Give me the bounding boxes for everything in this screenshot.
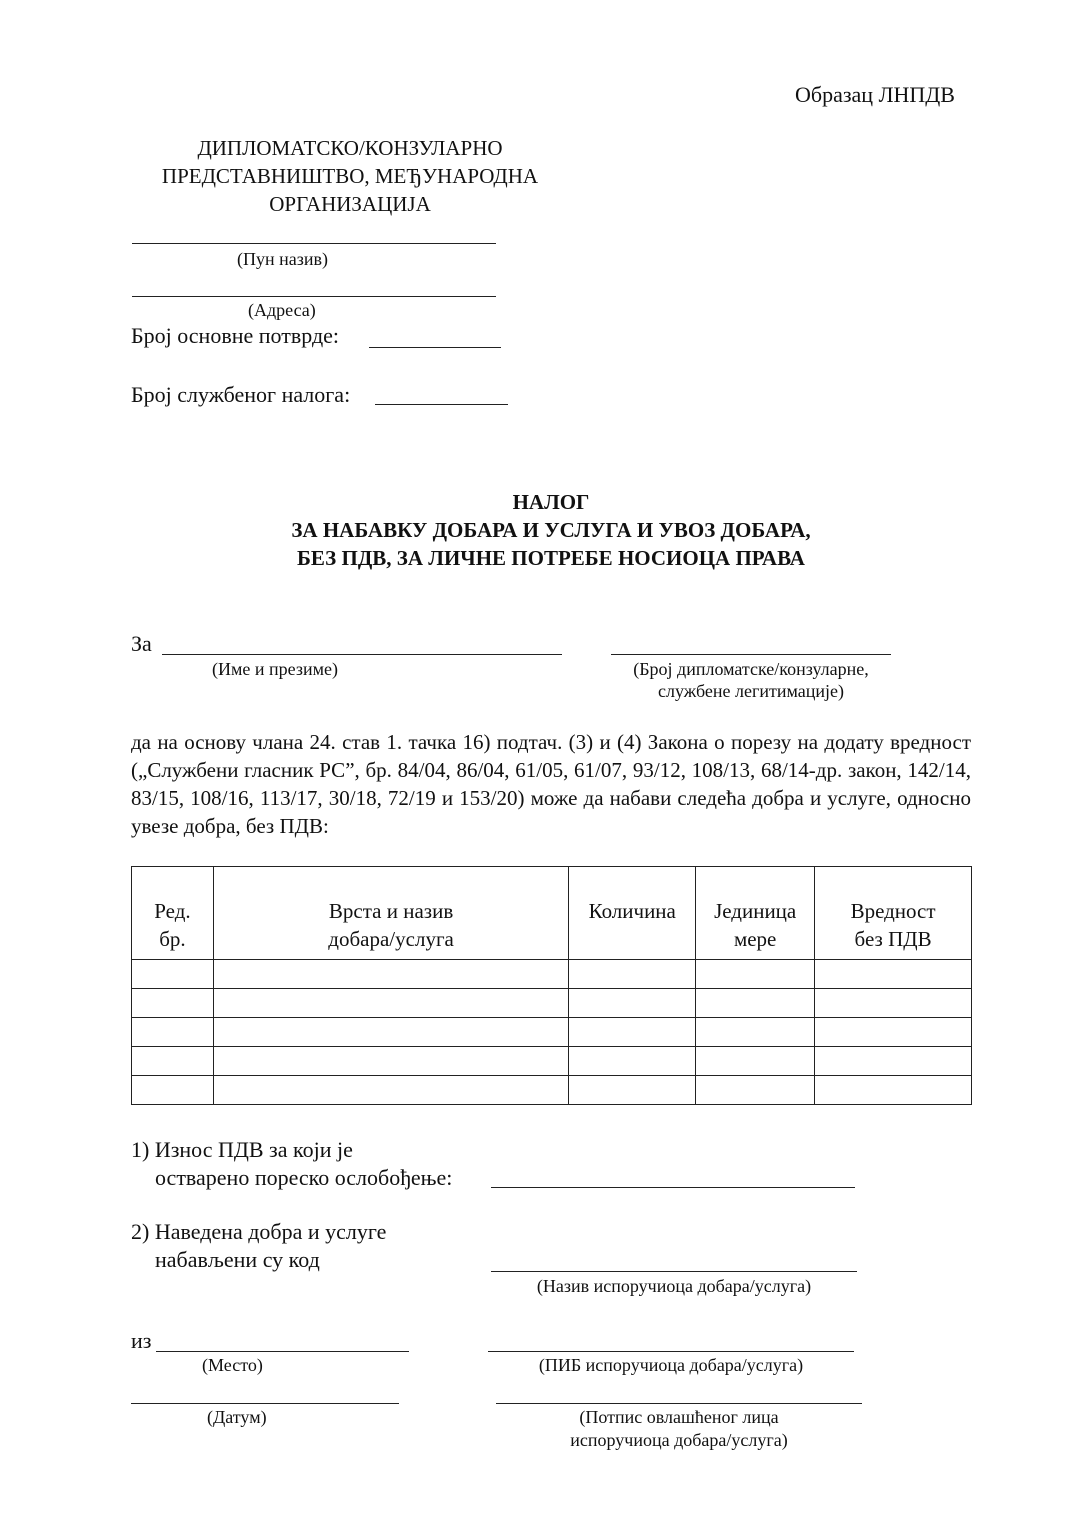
table-cell[interactable] — [569, 989, 696, 1018]
supplier-name-caption: (Назив испоручиоца добара/услуга) — [536, 1276, 812, 1296]
basic-confirmation-label: Број основне потврде: — [131, 323, 340, 348]
item1-line-1: 1) Износ ПДВ за који је — [131, 1137, 353, 1162]
table-row — [132, 1047, 972, 1076]
date-caption: (Датум) — [207, 1407, 267, 1427]
date-field[interactable] — [131, 1403, 399, 1404]
org-line-1: ДИПЛОМАТСКО/КОНЗУЛАРНО — [197, 136, 503, 160]
title-line-3: БЕЗ ПДВ, ЗА ЛИЧНЕ ПОТРЕБЕ НОСИОЦА ПРАВА — [297, 546, 805, 570]
table-cell[interactable] — [696, 1047, 815, 1076]
table-cell[interactable] — [569, 1018, 696, 1047]
table-cell[interactable] — [696, 1018, 815, 1047]
item1-line-2: остварено пореско ослобођење: — [155, 1165, 453, 1190]
table-cell[interactable] — [569, 960, 696, 989]
table-cell[interactable] — [213, 1018, 568, 1047]
legitimation-caption-line-1: (Број дипломатске/конзуларне, — [633, 659, 869, 679]
supplier-pib-caption: (ПИБ испоручиоца добара/услуга) — [538, 1355, 804, 1375]
title-line-1: НАЛОГ — [512, 490, 590, 514]
col-header-value: Вредност без ПДВ — [815, 867, 972, 960]
title-line-2: ЗА НАБАВКУ ДОБАРА И УСЛУГА И УВОЗ ДОБАРА, — [291, 518, 811, 542]
table-cell[interactable] — [213, 960, 568, 989]
for-label: За — [131, 631, 152, 656]
legitimation-number-field[interactable] — [611, 654, 891, 655]
legitimation-caption-line-2: службене легитимације) — [658, 681, 844, 701]
from-label: из — [131, 1328, 152, 1353]
table-row — [132, 1018, 972, 1047]
table-cell[interactable] — [696, 960, 815, 989]
table-cell[interactable] — [815, 960, 972, 989]
item2-line-1: 2) Наведена добра и услуге — [131, 1219, 387, 1244]
table-cell[interactable] — [132, 1047, 214, 1076]
table-cell[interactable] — [815, 1018, 972, 1047]
signature-caption-line-2: испоручиоца добара/услуга) — [570, 1430, 788, 1450]
form-code: Образац ЛНПДВ — [795, 82, 955, 107]
vat-exemption-amount-field[interactable] — [491, 1187, 855, 1188]
official-order-label: Број службеног налога: — [131, 382, 351, 407]
signature-caption-line-1: (Потпис овлашћеног лица — [579, 1407, 779, 1427]
goods-table — [131, 866, 972, 1105]
col-header-quantity: Количина — [569, 867, 696, 960]
name-surname-field[interactable] — [162, 654, 562, 655]
supplier-pib-field[interactable] — [488, 1351, 854, 1352]
table-header-row — [132, 867, 972, 960]
item2-line-2: набављени су код — [155, 1247, 320, 1272]
table-cell[interactable] — [132, 1076, 214, 1105]
official-order-field[interactable] — [375, 404, 508, 405]
table-cell[interactable] — [213, 1076, 568, 1105]
table-cell[interactable] — [132, 960, 214, 989]
table-cell[interactable] — [696, 1076, 815, 1105]
col-header-ordinal: Ред. бр. — [132, 867, 214, 960]
table-row — [132, 1076, 972, 1105]
full-name-caption: (Пун назив) — [237, 249, 328, 269]
table-row — [132, 960, 972, 989]
table-cell[interactable] — [696, 989, 815, 1018]
supplier-name-field[interactable] — [491, 1271, 857, 1272]
table-cell[interactable] — [815, 1076, 972, 1105]
place-field[interactable] — [156, 1351, 409, 1352]
organization-heading — [120, 134, 580, 218]
table-cell[interactable] — [132, 989, 214, 1018]
col-header-unit: Јединица мере — [696, 867, 815, 960]
org-line-2: ПРЕДСТАВНИШТВО, МЕЂУНАРОДНА — [161, 164, 539, 188]
col-header-description: Врста и назив добара/услуга — [213, 867, 568, 960]
basic-confirmation-field[interactable] — [369, 347, 501, 348]
table-cell[interactable] — [815, 989, 972, 1018]
table-cell[interactable] — [213, 1047, 568, 1076]
table-cell[interactable] — [815, 1047, 972, 1076]
org-line-3: ОРГАНИЗАЦИЈА — [269, 192, 431, 216]
table-cell[interactable] — [569, 1047, 696, 1076]
table-row — [132, 989, 972, 1018]
name-surname-caption: (Име и презиме) — [212, 659, 338, 679]
address-field[interactable] — [132, 296, 496, 297]
signature-field[interactable] — [496, 1403, 862, 1404]
full-name-field[interactable] — [132, 243, 496, 244]
document-title — [130, 488, 972, 572]
place-caption: (Место) — [202, 1355, 263, 1375]
table-cell[interactable] — [213, 989, 568, 1018]
table-cell[interactable] — [569, 1076, 696, 1105]
address-caption: (Адреса) — [248, 300, 316, 320]
legal-basis-paragraph: да на основу члана 24. став 1. тачка 16) подтач. (3) и (4) Закона о порезу на додату вредност („Службени гласник РС”, бр. 84/04, 86/04, 61/05, 61/07, 93/12, 108/13, 68/14-др. закон, 142/14, 83/15, 108/16, 113/17, 30/18, 72/19 и 153/20) може да набави следећа добра и услуге, односно увезе добра, без ПДВ: — [131, 730, 971, 838]
table-cell[interactable] — [132, 1018, 214, 1047]
